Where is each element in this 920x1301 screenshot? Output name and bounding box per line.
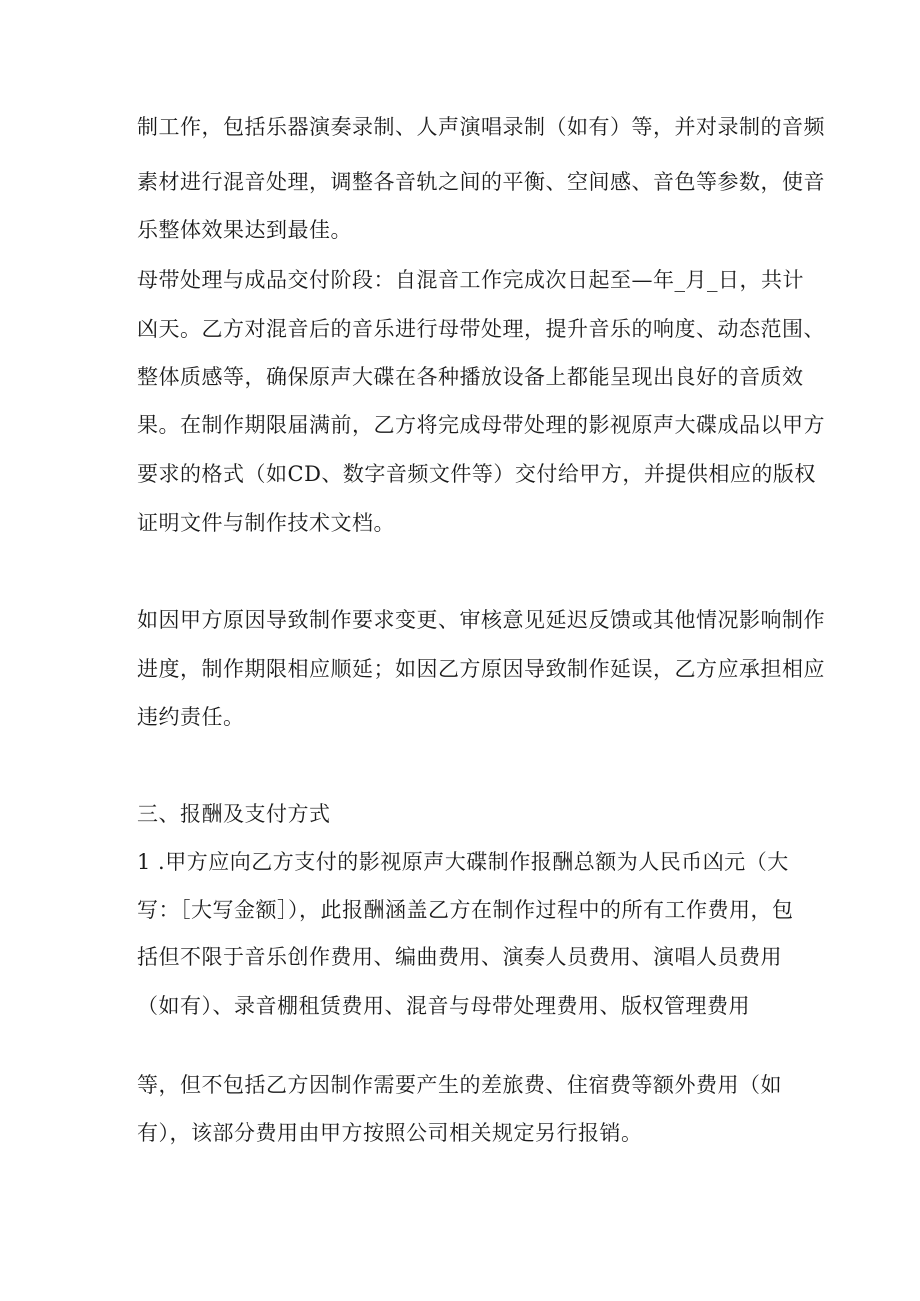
text-line: 素材进行混音处理，调整各音轨之间的平衡、空间感、音色等参数，使音 [137,170,825,194]
text-line: 进度，制作期限相应顺延；如因乙方原因导致制作延误，乙方应承担相应 [137,657,825,681]
text-line: 凶天。乙方对混音后的音乐进行母带处理，提升音乐的响度、动态范围、 [137,317,825,341]
text-line: 1 .甲方应向乙方支付的影视原声大碟制作报酬总额为人民币凶元（大 [137,850,789,874]
text-line: （如有）、录音棚租赁费用、混音与母带处理费用、版权管理费用 [137,994,750,1018]
text-line: 如因甲方原因导致制作要求变更、审核意见延迟反馈或其他情况影响制作 [137,608,825,632]
text-line: 要求的格式（如CD、数字音频文件等）交付给甲方，并提供相应的版权 [137,462,816,486]
text-line: 等，但不包括乙方因制作需要产生的差旅费、住宿费等额外费用（如 [137,1073,782,1097]
text-line: 证明文件与制作技术文档。 [137,511,395,535]
section-heading: 三、报酬及支付方式 [137,802,331,826]
text-line: 有），该部分费用由甲方按照公司相关规定另行报销。 [137,1121,643,1145]
text-line: 母带处理与成品交付阶段：自混音工作完成次日起至—年_月_日，共计 [137,268,804,292]
text-line: 写：［大写金额］），此报酬涵盖乙方在制作过程中的所有工作费用，包 [137,898,794,922]
text-line: 整体质感等，确保原声大碟在各种播放设备上都能呈现出良好的音质效 [137,365,804,389]
text-line: 括但不限于音乐创作费用、编曲费用、演奏人员费用、演唱人员费用 [137,945,782,969]
text-line: 制工作，包括乐器演奏录制、人声演唱录制（如有）等，并对录制的音频 [137,115,825,139]
text-line: 违约责任。 [137,705,245,729]
text-line: 果。在制作期限届满前，乙方将完成母带处理的影视原声大碟成品以甲方 [137,413,825,437]
text-line: 乐整体效果达到最佳。 [137,218,352,242]
